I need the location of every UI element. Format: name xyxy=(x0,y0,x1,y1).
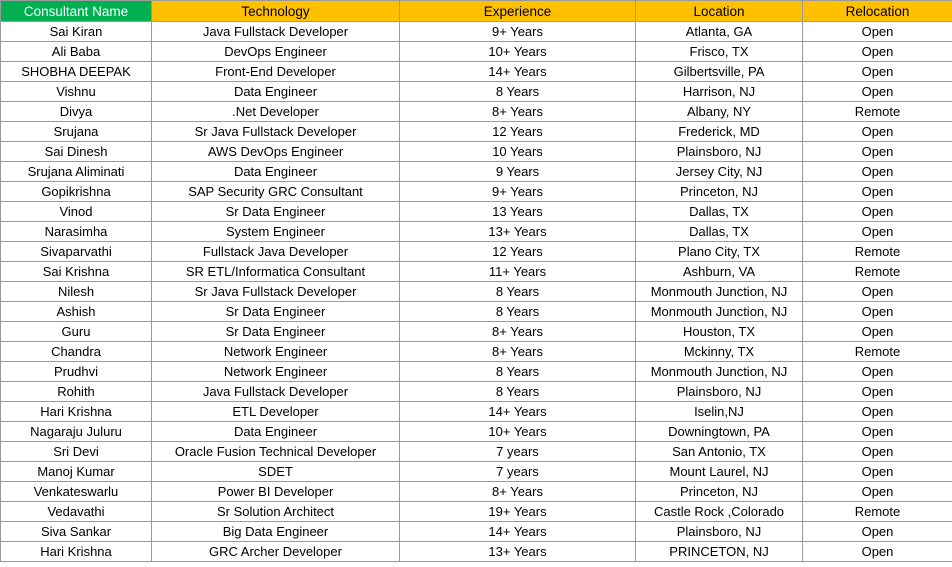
cell-relocation[interactable]: Open xyxy=(803,82,952,102)
cell-consultant-name[interactable]: Nilesh xyxy=(1,282,152,302)
table-row xyxy=(1,522,952,542)
cell-technology[interactable]: Java Fullstack Developer xyxy=(152,22,400,42)
table-row xyxy=(1,82,952,102)
cell-consultant-name[interactable]: Chandra xyxy=(1,342,152,362)
cell-location[interactable]: Frisco, TX xyxy=(636,42,803,62)
cell-experience[interactable]: 12 Years xyxy=(400,242,636,262)
cell-experience[interactable]: 14+ Years xyxy=(400,62,636,82)
cell-relocation[interactable]: Open xyxy=(803,322,952,342)
cell-location[interactable]: Iselin,NJ xyxy=(636,402,803,422)
cell-consultant-name[interactable]: Vinod xyxy=(1,202,152,222)
cell-technology[interactable]: Power BI Developer xyxy=(152,482,400,502)
cell-technology[interactable]: .Net Developer xyxy=(152,102,400,122)
cell-consultant-name[interactable]: Vishnu xyxy=(1,82,152,102)
cell-relocation[interactable]: Remote xyxy=(803,502,952,522)
cell-location[interactable]: Dallas, TX xyxy=(636,222,803,242)
cell-consultant-name[interactable]: Gopikrishna xyxy=(1,182,152,202)
cell-experience[interactable]: 7 years xyxy=(400,462,636,482)
cell-location[interactable]: Albany, NY xyxy=(636,102,803,122)
header-relocation[interactable]: Relocation xyxy=(803,1,952,22)
cell-relocation[interactable]: Open xyxy=(803,482,952,502)
cell-consultant-name[interactable]: Venkateswarlu xyxy=(1,482,152,502)
cell-technology[interactable]: ETL Developer xyxy=(152,402,400,422)
cell-technology[interactable]: Sr Solution Architect xyxy=(152,502,400,522)
header-location[interactable]: Location xyxy=(636,1,803,22)
table-row xyxy=(1,102,952,122)
cell-technology[interactable]: DevOps Engineer xyxy=(152,42,400,62)
cell-experience[interactable]: 8+ Years xyxy=(400,342,636,362)
table-row xyxy=(1,182,952,202)
cell-relocation[interactable]: Remote xyxy=(803,242,952,262)
cell-relocation[interactable]: Open xyxy=(803,362,952,382)
cell-relocation[interactable]: Open xyxy=(803,222,952,242)
table-row xyxy=(1,142,952,162)
cell-technology[interactable]: SR ETL/Informatica Consultant xyxy=(152,262,400,282)
cell-experience[interactable]: 11+ Years xyxy=(400,262,636,282)
table-row xyxy=(1,462,952,482)
cell-consultant-name[interactable]: Siva Sankar xyxy=(1,522,152,542)
cell-experience[interactable]: 8 Years xyxy=(400,362,636,382)
cell-location[interactable]: Monmouth Junction, NJ xyxy=(636,302,803,322)
cell-location[interactable]: Plainsboro, NJ xyxy=(636,522,803,542)
table-row xyxy=(1,482,952,502)
cell-experience[interactable]: 8+ Years xyxy=(400,322,636,342)
cell-relocation[interactable]: Open xyxy=(803,202,952,222)
cell-relocation[interactable]: Remote xyxy=(803,342,952,362)
cell-relocation[interactable]: Open xyxy=(803,422,952,442)
cell-location[interactable]: Plainsboro, NJ xyxy=(636,382,803,402)
cell-experience[interactable]: 13+ Years xyxy=(400,222,636,242)
cell-relocation[interactable]: Open xyxy=(803,302,952,322)
header-consultant-name[interactable]: Consultant Name xyxy=(1,1,152,22)
cell-technology[interactable]: Data Engineer xyxy=(152,422,400,442)
cell-technology[interactable]: Sr Data Engineer xyxy=(152,202,400,222)
cell-relocation[interactable]: Open xyxy=(803,162,952,182)
cell-location[interactable]: Frederick, MD xyxy=(636,122,803,142)
cell-experience[interactable]: 12 Years xyxy=(400,122,636,142)
cell-location[interactable]: Ashburn, VA xyxy=(636,262,803,282)
cell-location[interactable]: PRINCETON, NJ xyxy=(636,542,803,562)
cell-experience[interactable]: 13+ Years xyxy=(400,542,636,562)
cell-location[interactable]: Princeton, NJ xyxy=(636,482,803,502)
cell-location[interactable]: Castle Rock ,Colorado xyxy=(636,502,803,522)
cell-consultant-name[interactable]: Sai Kiran xyxy=(1,22,152,42)
cell-relocation[interactable]: Open xyxy=(803,62,952,82)
cell-technology[interactable]: AWS DevOps Engineer xyxy=(152,142,400,162)
cell-technology[interactable]: Oracle Fusion Technical Developer xyxy=(152,442,400,462)
cell-experience[interactable]: 19+ Years xyxy=(400,502,636,522)
table-row xyxy=(1,262,952,282)
cell-experience[interactable]: 8 Years xyxy=(400,282,636,302)
cell-relocation[interactable]: Open xyxy=(803,462,952,482)
cell-technology[interactable]: Sr Data Engineer xyxy=(152,322,400,342)
table-row xyxy=(1,422,952,442)
cell-experience[interactable]: 8 Years xyxy=(400,302,636,322)
cell-experience[interactable]: 8 Years xyxy=(400,382,636,402)
cell-consultant-name[interactable]: Sai Krishna xyxy=(1,262,152,282)
cell-relocation[interactable]: Open xyxy=(803,282,952,302)
table-row xyxy=(1,382,952,402)
table-row xyxy=(1,442,952,462)
cell-relocation[interactable]: Open xyxy=(803,402,952,422)
cell-location[interactable]: Princeton, NJ xyxy=(636,182,803,202)
table-row xyxy=(1,362,952,382)
header-row xyxy=(1,1,952,22)
cell-experience[interactable]: 10+ Years xyxy=(400,42,636,62)
cell-consultant-name[interactable]: SHOBHA DEEPAK xyxy=(1,62,152,82)
table-row xyxy=(1,122,952,142)
cell-consultant-name[interactable]: Rohith xyxy=(1,382,152,402)
cell-consultant-name[interactable]: Srujana xyxy=(1,122,152,142)
cell-experience[interactable]: 8 Years xyxy=(400,82,636,102)
cell-technology[interactable]: Big Data Engineer xyxy=(152,522,400,542)
cell-technology[interactable]: Sr Data Engineer xyxy=(152,302,400,322)
cell-location[interactable]: Mckinny, TX xyxy=(636,342,803,362)
cell-location[interactable]: Gilbertsville, PA xyxy=(636,62,803,82)
cell-consultant-name[interactable]: Hari Krishna xyxy=(1,542,152,562)
table-row xyxy=(1,542,952,562)
cell-experience[interactable]: 10+ Years xyxy=(400,422,636,442)
cell-experience[interactable]: 14+ Years xyxy=(400,522,636,542)
cell-experience[interactable]: 14+ Years xyxy=(400,402,636,422)
table-row xyxy=(1,202,952,222)
cell-technology[interactable]: Sr Java Fullstack Developer xyxy=(152,122,400,142)
cell-experience[interactable]: 9+ Years xyxy=(400,182,636,202)
cell-location[interactable]: Plainsboro, NJ xyxy=(636,142,803,162)
cell-technology[interactable]: Fullstack Java Developer xyxy=(152,242,400,262)
cell-relocation[interactable]: Open xyxy=(803,382,952,402)
table-row xyxy=(1,222,952,242)
cell-location[interactable]: Harrison, NJ xyxy=(636,82,803,102)
table-row xyxy=(1,62,952,82)
cell-technology[interactable]: Sr Java Fullstack Developer xyxy=(152,282,400,302)
cell-location[interactable]: Plano City, TX xyxy=(636,242,803,262)
cell-location[interactable]: Monmouth Junction, NJ xyxy=(636,282,803,302)
cell-location[interactable]: Downingtown, PA xyxy=(636,422,803,442)
table-row xyxy=(1,302,952,322)
cell-relocation[interactable]: Open xyxy=(803,542,952,562)
cell-relocation[interactable]: Open xyxy=(803,522,952,542)
cell-experience[interactable]: 10 Years xyxy=(400,142,636,162)
cell-technology[interactable]: SAP Security GRC Consultant xyxy=(152,182,400,202)
cell-experience[interactable]: 7 years xyxy=(400,442,636,462)
cell-experience[interactable]: 8+ Years xyxy=(400,102,636,122)
cell-technology[interactable]: SDET xyxy=(152,462,400,482)
cell-technology[interactable]: Data Engineer xyxy=(152,162,400,182)
cell-consultant-name[interactable]: Vedavathi xyxy=(1,502,152,522)
cell-technology[interactable]: Network Engineer xyxy=(152,362,400,382)
cell-consultant-name[interactable]: Sivaparvathi xyxy=(1,242,152,262)
table-row xyxy=(1,402,952,422)
cell-consultant-name[interactable]: Guru xyxy=(1,322,152,342)
cell-technology[interactable]: GRC Archer Developer xyxy=(152,542,400,562)
cell-relocation[interactable]: Open xyxy=(803,42,952,62)
cell-location[interactable]: Mount Laurel, NJ xyxy=(636,462,803,482)
cell-relocation[interactable]: Open xyxy=(803,122,952,142)
cell-location[interactable]: Houston, TX xyxy=(636,322,803,342)
cell-location[interactable]: Dallas, TX xyxy=(636,202,803,222)
cell-technology[interactable]: System Engineer xyxy=(152,222,400,242)
cell-consultant-name[interactable]: Sai Dinesh xyxy=(1,142,152,162)
cell-consultant-name[interactable]: Nagaraju Juluru xyxy=(1,422,152,442)
cell-consultant-name[interactable]: Narasimha xyxy=(1,222,152,242)
cell-consultant-name[interactable]: Manoj Kumar xyxy=(1,462,152,482)
table-row xyxy=(1,342,952,362)
cell-relocation[interactable]: Remote xyxy=(803,102,952,122)
cell-consultant-name[interactable]: Srujana Aliminati xyxy=(1,162,152,182)
cell-relocation[interactable]: Remote xyxy=(803,262,952,282)
cell-experience[interactable]: 9+ Years xyxy=(400,22,636,42)
cell-consultant-name[interactable]: Sri Devi xyxy=(1,442,152,462)
table-row xyxy=(1,282,952,302)
cell-relocation[interactable]: Open xyxy=(803,442,952,462)
cell-location[interactable]: Monmouth Junction, NJ xyxy=(636,362,803,382)
cell-experience[interactable]: 9 Years xyxy=(400,162,636,182)
cell-consultant-name[interactable]: Hari Krishna xyxy=(1,402,152,422)
cell-technology[interactable]: Java Fullstack Developer xyxy=(152,382,400,402)
table-row xyxy=(1,502,952,522)
cell-experience[interactable]: 8+ Years xyxy=(400,482,636,502)
cell-relocation[interactable]: Open xyxy=(803,22,952,42)
cell-consultant-name[interactable]: Divya xyxy=(1,102,152,122)
cell-location[interactable]: San Antonio, TX xyxy=(636,442,803,462)
cell-experience[interactable]: 13 Years xyxy=(400,202,636,222)
table-row xyxy=(1,22,952,42)
cell-location[interactable]: Atlanta, GA xyxy=(636,22,803,42)
header-technology[interactable]: Technology xyxy=(152,1,400,22)
header-experience[interactable]: Experience xyxy=(400,1,636,22)
cell-consultant-name[interactable]: Prudhvi xyxy=(1,362,152,382)
cell-technology[interactable]: Network Engineer xyxy=(152,342,400,362)
table-row xyxy=(1,42,952,62)
cell-relocation[interactable]: Open xyxy=(803,182,952,202)
table-row xyxy=(1,322,952,342)
cell-technology[interactable]: Front-End Developer xyxy=(152,62,400,82)
cell-location[interactable]: Jersey City, NJ xyxy=(636,162,803,182)
table-row xyxy=(1,162,952,182)
cell-consultant-name[interactable]: Ashish xyxy=(1,302,152,322)
cell-consultant-name[interactable]: Ali Baba xyxy=(1,42,152,62)
cell-technology[interactable]: Data Engineer xyxy=(152,82,400,102)
cell-relocation[interactable]: Open xyxy=(803,142,952,162)
table-row xyxy=(1,242,952,262)
